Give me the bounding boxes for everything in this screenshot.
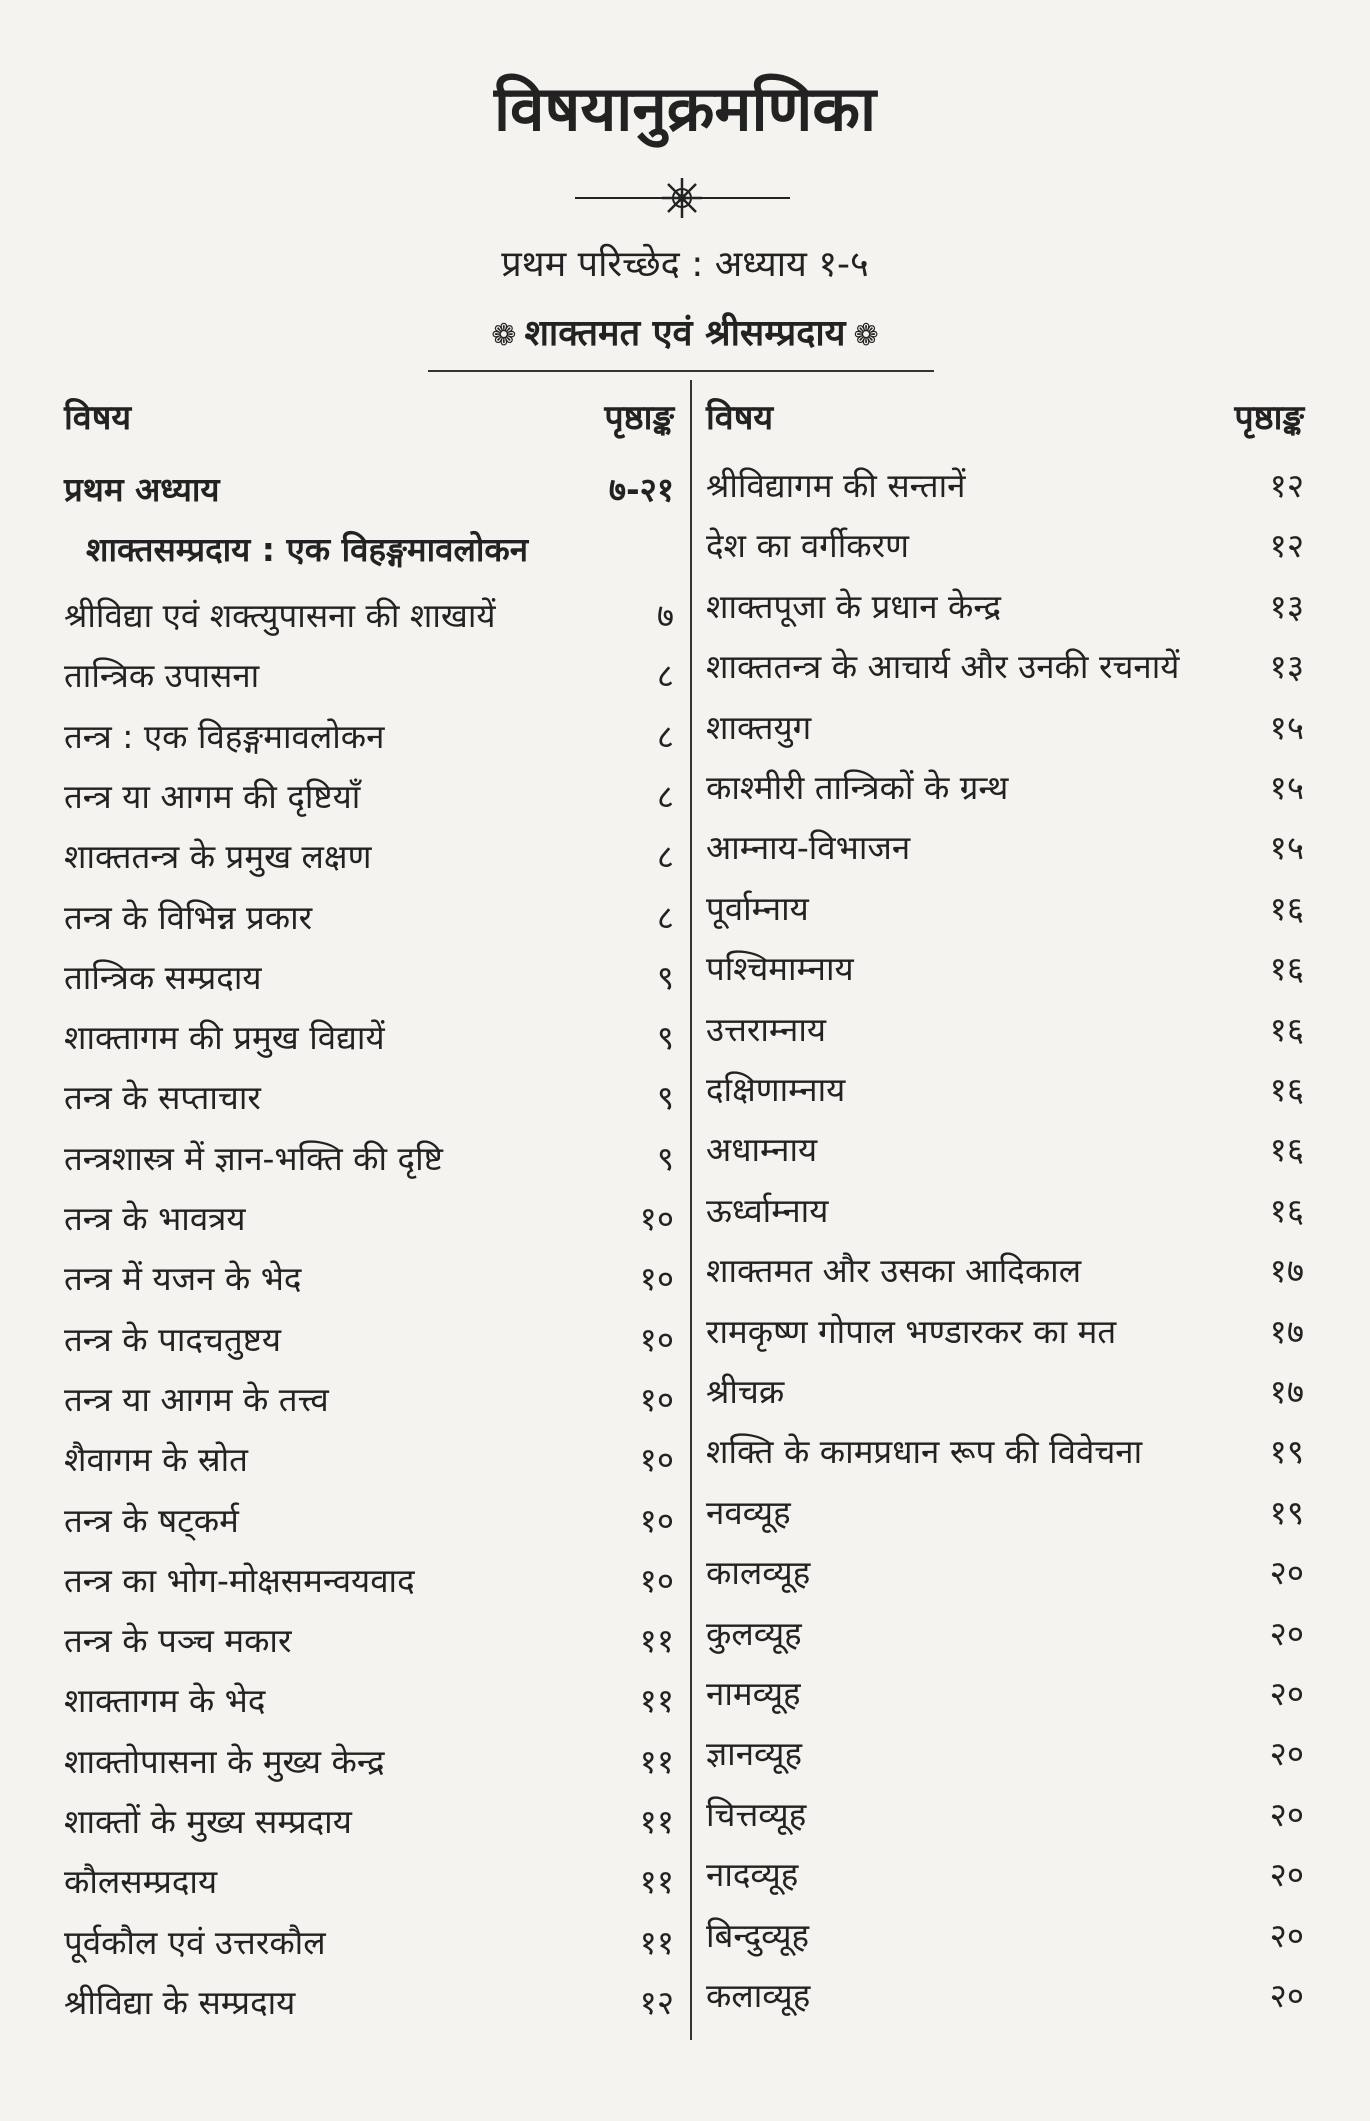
- toc-entry: [58, 1732, 678, 1792]
- entry-title: श्रीविद्यागम की सन्तानें: [706, 466, 966, 505]
- toc-entry: [58, 1792, 678, 1852]
- toc-entry: [700, 818, 1308, 878]
- entry-title: तान्त्रिक सम्प्रदाय: [64, 957, 262, 997]
- entry-title: रामकृष्ण गोपाल भण्डारकर का मत: [706, 1311, 1117, 1351]
- entry-title: श्रीविद्या एवं शक्त्युपासना की शाखायें: [64, 596, 496, 635]
- entry-title: शक्ति के कामप्रधान रूप की विवेचना: [706, 1432, 1143, 1472]
- toc-entry: [700, 516, 1308, 576]
- entry-title: देश का वर्गीकरण: [706, 526, 910, 566]
- entry-page-number: १५: [1269, 707, 1304, 747]
- toc-entry: [58, 520, 678, 580]
- toc-entry: [700, 637, 1308, 697]
- toc-entry: [700, 1906, 1308, 1966]
- toc-entry: [700, 577, 1308, 637]
- toc-entry: [700, 1845, 1308, 1905]
- heading-rule: [428, 370, 934, 372]
- toc-entry: [700, 1241, 1308, 1301]
- toc-entry: [58, 767, 678, 827]
- toc-entry: [700, 1120, 1308, 1180]
- entry-page-number: ११: [639, 1621, 674, 1661]
- entry-page-number: १०: [639, 1379, 674, 1419]
- entry-title: तन्त्रशास्त्र में ज्ञान-भक्ति की दृष्टि: [64, 1138, 443, 1178]
- toc-entry: [58, 460, 678, 520]
- entry-page-number: २०: [1269, 1553, 1304, 1593]
- toc-entry: [58, 1852, 678, 1912]
- toc-entry: [58, 1370, 678, 1430]
- entry-page-number: ८: [656, 656, 674, 696]
- entry-title: तन्त्र या आगम की दृष्टियाँ: [64, 776, 361, 816]
- entry-title: नादव्यूह: [706, 1855, 799, 1895]
- topic-header: विषय: [706, 398, 774, 438]
- entry-page-number: ९: [656, 1138, 674, 1178]
- entry-page-number: ११: [639, 1922, 674, 1962]
- entry-title: कालव्यूह: [706, 1553, 811, 1593]
- entry-title: शाक्तसम्प्रदाय : एक विहङ्गमावलोकन: [86, 530, 529, 569]
- toc-entry: [700, 1483, 1308, 1543]
- entry-page-number: १६: [1269, 1190, 1304, 1230]
- page-title: विषयानुक्रमणिका: [493, 72, 877, 145]
- entry-title: शाक्तपूजा के प्रधान केन्द्र: [706, 586, 1002, 626]
- section-heading: [0, 308, 1370, 362]
- entry-page-number: १७: [1269, 1311, 1304, 1351]
- toc-entry: [58, 1249, 678, 1309]
- entry-title: तान्त्रिक उपासना: [64, 656, 260, 696]
- entry-page-number: ११: [639, 1802, 674, 1841]
- entry-page-number: २०: [1269, 1855, 1304, 1895]
- toc-entry: [58, 1129, 678, 1189]
- toc-entry: [58, 1068, 678, 1128]
- entry-page-number: १२: [1269, 526, 1304, 566]
- star-ornament-icon: [575, 176, 790, 220]
- entry-title: तन्त्र या आगम के तत्त्व: [64, 1379, 329, 1419]
- entry-page-number: १९: [1269, 1492, 1304, 1532]
- entry-title: दक्षिणाम्नाय: [706, 1070, 846, 1109]
- entry-title: बिन्दुव्यूह: [706, 1915, 810, 1955]
- entry-page-number: १०: [639, 1199, 674, 1238]
- toc-entry: [58, 1310, 678, 1370]
- entry-title: पूर्वाम्नाय: [706, 888, 809, 928]
- toc-entry: [700, 1724, 1308, 1784]
- toc-entry: [58, 1611, 678, 1671]
- entry-page-number: ७-२१: [608, 470, 674, 509]
- entry-title: ज्ञानव्यूह: [706, 1734, 802, 1774]
- entry-title: तन्त्र के विभिन्न प्रकार: [64, 897, 313, 937]
- entry-page-number: १६: [1269, 888, 1304, 928]
- toc-entry: [58, 1430, 678, 1490]
- entry-page-number: ७: [656, 596, 674, 635]
- entry-title: नामव्यूह: [706, 1674, 801, 1713]
- entry-title: तन्त्र का भोग-मोक्षसमन्वयवाद: [64, 1560, 415, 1600]
- column-header: [58, 388, 678, 448]
- toc-entry: [700, 758, 1308, 818]
- entry-title: श्रीविद्या के सम्प्रदाय: [64, 1982, 296, 2022]
- column-divider: [690, 380, 692, 2040]
- entry-page-number: १२: [639, 1982, 674, 2022]
- entry-title: पूर्वकौल एवं उत्तरकौल: [64, 1922, 326, 1962]
- toc-entry: [58, 1008, 678, 1068]
- entry-page-number: १०: [639, 1500, 674, 1540]
- toc-entry: [700, 456, 1308, 516]
- page-header: पृष्ठाङ्क: [604, 398, 674, 438]
- toc-entry: [700, 1543, 1308, 1603]
- toc-entry: [700, 1302, 1308, 1362]
- entry-page-number: २०: [1269, 1734, 1304, 1774]
- entry-title: शाक्तयुग: [706, 707, 812, 747]
- entry-page-number: १७: [1269, 1372, 1304, 1411]
- toc-entry: [58, 1551, 678, 1611]
- entry-page-number: ८: [656, 837, 674, 877]
- entry-title: उत्तराम्नाय: [706, 1009, 827, 1049]
- entry-page-number: १३: [1269, 586, 1304, 626]
- entry-page-number: ८: [656, 776, 674, 816]
- toc-entry: [700, 1422, 1308, 1482]
- entry-page-number: ९: [656, 1018, 674, 1058]
- entry-title: तन्त्र के भावत्रय: [64, 1199, 246, 1238]
- entry-title: नवव्यूह: [706, 1492, 791, 1532]
- entry-page-number: २०: [1269, 1915, 1304, 1955]
- toc-entry: [58, 1913, 678, 1973]
- entry-title: तन्त्र के सप्ताचार: [64, 1078, 261, 1118]
- entry-title: शाक्तागम की प्रमुख विद्यायें: [64, 1018, 385, 1058]
- entry-title: तन्त्र में यजन के भेद: [64, 1259, 302, 1299]
- toc-entry: [700, 939, 1308, 999]
- entry-title: शाक्तों के मुख्य सम्प्रदाय: [64, 1802, 352, 1841]
- entry-title: कौलसम्प्रदाय: [64, 1862, 218, 1902]
- toc-entry: [58, 1189, 678, 1249]
- entry-page-number: २०: [1269, 1613, 1304, 1653]
- entry-page-number: ११: [639, 1681, 674, 1721]
- toc-entry: [700, 879, 1308, 939]
- entry-title: अधाम्नाय: [706, 1130, 818, 1170]
- entry-title: शाक्तोपासना के मुख्य केन्द्र: [64, 1741, 385, 1781]
- entry-page-number: १६: [1269, 1009, 1304, 1049]
- entry-page-number: ८: [656, 897, 674, 937]
- entry-page-number: २०: [1269, 1976, 1304, 2015]
- page-header: पृष्ठाङ्क: [1234, 398, 1304, 438]
- entry-title: कलाव्यूह: [706, 1976, 811, 2015]
- toc-entry: [58, 646, 678, 706]
- topic-header: विषय: [64, 398, 132, 438]
- entry-page-number: १५: [1269, 768, 1304, 807]
- entry-page-number: १९: [1269, 1432, 1304, 1472]
- toc-entry: [700, 1060, 1308, 1120]
- toc-entry: [58, 586, 678, 646]
- entry-title: काश्मीरी तान्त्रिकों के ग्रन्थ: [706, 768, 1009, 807]
- entry-page-number: २०: [1269, 1794, 1304, 1834]
- toc-entry: [58, 948, 678, 1008]
- entry-page-number: १०: [639, 1440, 674, 1480]
- entry-title: आम्नाय-विभाजन: [706, 828, 911, 868]
- entry-title: प्रथम अध्याय: [64, 470, 220, 509]
- entry-title: ऊर्ध्वाम्नाय: [706, 1190, 829, 1230]
- part-subtitle: प्रथम परिच्छेद : अध्याय १-५: [501, 244, 869, 285]
- entry-page-number: ९: [656, 1078, 674, 1118]
- entry-page-number: २०: [1269, 1674, 1304, 1713]
- toc-entry: [700, 1362, 1308, 1422]
- entry-title: शाक्तमत और उसका आदिकाल: [706, 1251, 1082, 1291]
- flower-ornament-icon: ❁: [491, 318, 517, 353]
- entry-page-number: १०: [639, 1560, 674, 1600]
- entry-page-number: ९: [656, 957, 674, 997]
- toc-entry: [700, 1181, 1308, 1241]
- entry-page-number: १०: [639, 1319, 674, 1359]
- entry-title: तन्त्र के षट्कर्म: [64, 1500, 239, 1540]
- section-heading-text: शाक्तमत एवं श्रीसम्प्रदाय: [524, 313, 846, 354]
- toc-entry: [700, 1604, 1308, 1664]
- toc-entry: [58, 707, 678, 767]
- toc-entry: [58, 1973, 678, 2033]
- toc-entry: [700, 1966, 1308, 2026]
- entry-page-number: १७: [1269, 1251, 1304, 1291]
- entry-title: श्रीचक्र: [706, 1372, 785, 1411]
- entry-page-number: १०: [639, 1259, 674, 1299]
- toc-entry: [58, 827, 678, 887]
- toc-entry: [700, 1785, 1308, 1845]
- toc-entry: [58, 1671, 678, 1731]
- entry-page-number: १६: [1269, 949, 1304, 989]
- entry-page-number: १३: [1269, 647, 1304, 687]
- entry-title: शाक्तागम के भेद: [64, 1681, 266, 1721]
- toc-entry: [58, 888, 678, 948]
- entry-page-number: १६: [1269, 1070, 1304, 1109]
- toc-entry: [700, 1000, 1308, 1060]
- entry-title: शाक्ततन्त्र के आचार्य और उनकी रचनायें: [706, 647, 1180, 687]
- toc-entry: [58, 1491, 678, 1551]
- entry-page-number: १२: [1269, 466, 1304, 505]
- entry-page-number: ११: [639, 1741, 674, 1781]
- entry-title: कुलव्यूह: [706, 1613, 802, 1653]
- entry-page-number: ८: [656, 716, 674, 756]
- entry-page-number: ११: [639, 1862, 674, 1902]
- entry-page-number: १६: [1269, 1130, 1304, 1170]
- entry-title: तन्त्र के पञ्च मकार: [64, 1621, 292, 1661]
- entry-title: पश्चिमाम्नाय: [706, 949, 854, 989]
- column-header: [700, 388, 1308, 448]
- flower-ornament-icon: ❁: [853, 318, 879, 353]
- entry-title: शाक्ततन्त्र के प्रमुख लक्षण: [64, 837, 372, 877]
- entry-title: चित्तव्यूह: [706, 1794, 807, 1834]
- entry-title: तन्त्र के पादचतुष्टय: [64, 1319, 282, 1359]
- entry-page-number: १५: [1269, 828, 1304, 868]
- toc-entry: [700, 1664, 1308, 1724]
- entry-title: तन्त्र : एक विहङ्गमावलोकन: [64, 716, 385, 756]
- toc-entry: [700, 698, 1308, 758]
- entry-title: शैवागम के स्रोत: [64, 1440, 248, 1480]
